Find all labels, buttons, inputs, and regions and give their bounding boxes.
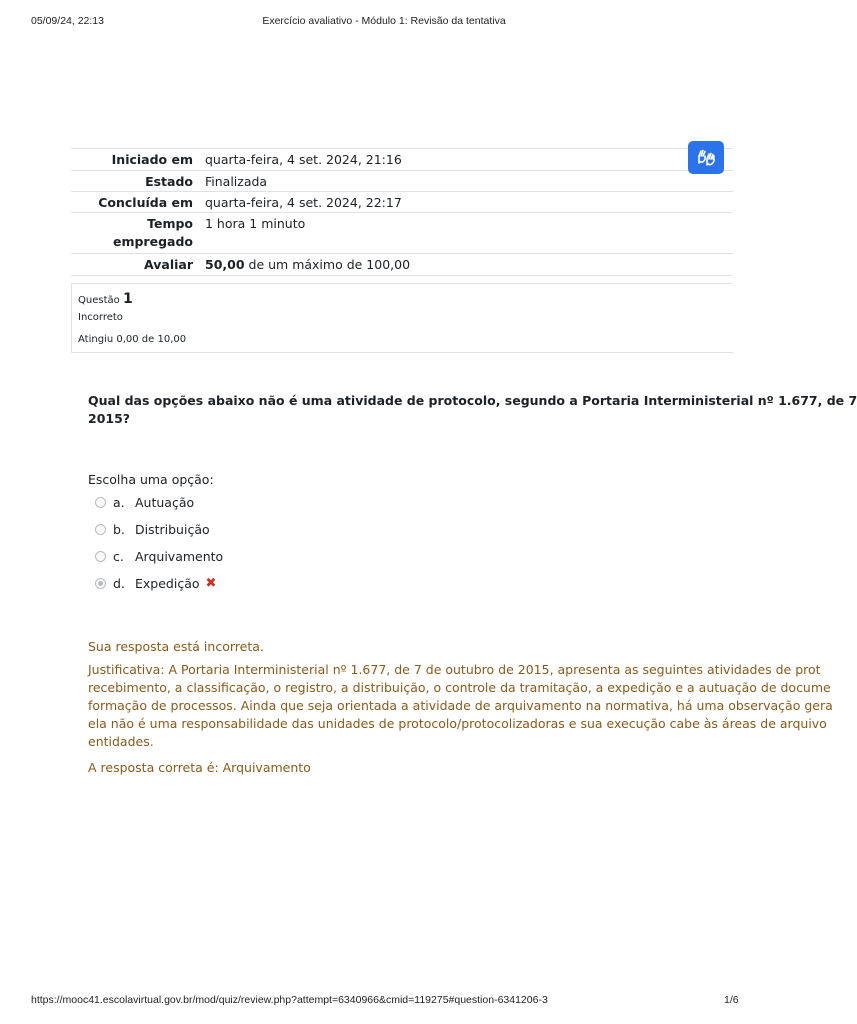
- option-letter: b.: [113, 521, 125, 537]
- question-text-line: Qual das opções abaixo não é uma atividade de protocolo, segundo a Portaria Interministerial nº 1.677, de 7: [88, 393, 857, 408]
- vlibras-hands-icon: [695, 148, 717, 168]
- summary-row-started: [71, 149, 733, 171]
- attempt-summary-table: [71, 148, 733, 276]
- option-letter: d.: [113, 575, 125, 591]
- option-letter: c.: [113, 548, 124, 564]
- justification-line: entidades.: [88, 734, 154, 749]
- grade-score: 50,00: [205, 257, 245, 272]
- print-date: 05/09/24, 22:13: [31, 15, 104, 27]
- summary-value: Finalizada: [205, 174, 268, 189]
- question-number-value: 1: [122, 291, 133, 307]
- justification-line: formação de processos. Ainda que seja orientada a atividade de arquivamento na normativa, há uma observação gera: [88, 698, 833, 713]
- grade-max: de um máximo de 100,00: [244, 257, 411, 272]
- print-footer: [0, 994, 768, 1010]
- feedback-status: Sua resposta está incorreta.: [88, 639, 264, 654]
- question-number: [78, 291, 133, 307]
- vlibras-accessibility-button[interactable]: [688, 141, 724, 174]
- summary-row-time-taken: [71, 213, 733, 254]
- summary-row-grade: [71, 254, 733, 276]
- summary-label: Avaliar: [144, 257, 193, 272]
- summary-label: Tempo empregado: [112, 216, 193, 249]
- question-text-line: 2015?: [88, 411, 131, 426]
- summary-value: [193, 254, 410, 275]
- print-url: https://mooc41.escolavirtual.gov.br/mod/quiz/review.php?attempt=6340966&cmid=119275#question-6341206-3: [31, 994, 548, 1006]
- question-text: [88, 392, 857, 428]
- summary-label: Estado: [145, 174, 193, 189]
- print-header: [0, 15, 768, 31]
- print-page-number: 1/6: [724, 994, 739, 1006]
- feedback-justification: [88, 661, 833, 751]
- correct-answer: A resposta correta é: Arquivamento: [88, 760, 311, 775]
- answer-option-a[interactable]: [95, 492, 194, 512]
- summary-label: Iniciado em: [111, 152, 193, 167]
- summary-row-state: [71, 171, 733, 192]
- summary-value: quarta-feira, 4 set. 2024, 22:17: [205, 195, 402, 210]
- radio-button[interactable]: [95, 551, 106, 562]
- print-title: Exercício avaliativo - Módulo 1: Revisão da tentativa: [262, 15, 506, 27]
- option-letter: a.: [113, 494, 125, 510]
- summary-value: quarta-feira, 4 set. 2024, 21:16: [205, 152, 402, 167]
- radio-button[interactable]: [95, 524, 106, 535]
- option-text: Autuação: [135, 494, 195, 510]
- summary-label: Concluída em: [98, 195, 193, 210]
- question-label: Questão: [78, 295, 120, 306]
- answer-option-b[interactable]: [95, 519, 210, 539]
- question-info-box: [71, 283, 733, 353]
- option-text: Distribuição: [135, 521, 210, 537]
- option-text: Arquivamento: [135, 548, 224, 564]
- radio-button-selected[interactable]: [95, 578, 106, 589]
- summary-value: 1 hora 1 minuto: [205, 216, 306, 231]
- option-text: Expedição: [135, 575, 200, 591]
- justification-line: recebimento, a classificação, o registro, a distribuição, o controle da tramitação, a expedição e a autuação de docume: [88, 680, 831, 695]
- summary-row-completed: [71, 192, 733, 213]
- question-state: Incorreto: [78, 312, 123, 323]
- answer-prompt: Escolha uma opção:: [88, 472, 214, 487]
- x-mark-icon: ✖: [205, 575, 217, 591]
- justification-line: ela não é uma responsabilidade das unidades de protocolo/protocolizadoras e sua execução cabe às áreas de arquivo: [88, 716, 827, 731]
- justification-line: Justificativa: A Portaria Interministerial nº 1.677, de 7 de outubro de 2015, apresenta as seguintes atividades de prot: [88, 662, 821, 677]
- radio-button[interactable]: [95, 497, 106, 508]
- answer-option-c[interactable]: [95, 546, 223, 566]
- answer-option-d[interactable]: [95, 573, 216, 593]
- question-grade: Atingiu 0,00 de 10,00: [78, 334, 187, 345]
